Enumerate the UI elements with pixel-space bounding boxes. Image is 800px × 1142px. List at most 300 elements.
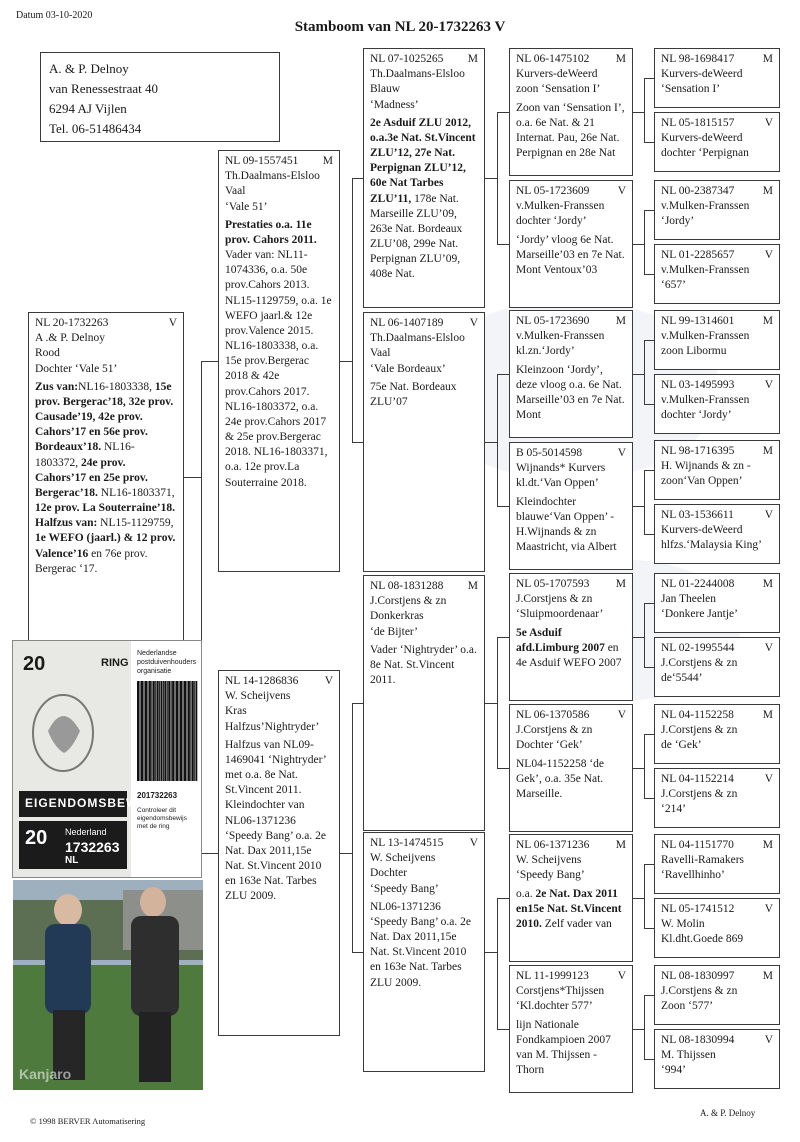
barcode-bar: [140, 681, 141, 781]
owner-line: 6294 AJ Vijlen: [49, 101, 127, 117]
box-header: [661, 577, 773, 592]
owner-line: A. & P. Delnoy: [49, 61, 129, 76]
sex-marker: M: [467, 580, 478, 592]
connector-line: [644, 734, 645, 798]
ring-certificate: [12, 640, 202, 878]
achievement-text: NL16-1803338,: [78, 380, 155, 393]
achievement-bold: 1e WEFO (jaarl.) & 12 prov. Valence’16: [35, 532, 176, 560]
pigeon-detail: ‘657’: [661, 279, 686, 292]
pigeon-detail: Blauw: [370, 83, 401, 96]
barcode-bar: [177, 681, 178, 781]
connector-line: [485, 703, 497, 704]
connector-line: [644, 928, 654, 929]
pedigree-box-gggp-15: [654, 1029, 780, 1089]
box-header: [661, 508, 773, 523]
pigeon-detail: v.Mulken-Franssen: [661, 394, 750, 407]
sex-marker: M: [467, 53, 478, 65]
connector-line: [644, 78, 645, 142]
achievements-text: [370, 380, 478, 410]
barcode-bar: [144, 681, 145, 781]
pigeon-detail: ‘Kl.dochter 577’: [516, 1000, 593, 1013]
ring-number: NL 08-1830994: [661, 1034, 735, 1046]
pigeon-detail: ‘Jordy’: [661, 215, 695, 228]
sex-marker: M: [762, 53, 773, 65]
pigeon-detail: Kurvers-deWeerd: [661, 524, 743, 537]
box-header: [661, 444, 773, 459]
achievement-bold: 12e prov. La Souterraine’18.: [35, 502, 176, 515]
ring-number: NL 98-1716395: [661, 445, 735, 457]
connector-line: [633, 768, 644, 769]
sex-marker: M: [762, 970, 773, 982]
barcode-bar: [151, 681, 152, 781]
pedigree-box-ggp3: [509, 310, 633, 438]
pedigree-box-mother: [218, 670, 340, 1036]
person-body-icon: [45, 924, 91, 1014]
connector-line: [633, 244, 644, 245]
achievements-text: [516, 757, 626, 803]
connector-line: [497, 637, 498, 768]
connector-line: [644, 798, 654, 799]
connector-line: [644, 340, 654, 341]
footer-owner: A. & P. Delnoy: [700, 1108, 756, 1118]
pigeon-detail: Halfzus’Nightryder’: [225, 720, 320, 733]
pigeon-detail: ‘Vale 51’: [225, 200, 268, 213]
box-header: [370, 836, 478, 851]
pigeon-detail: M. Thijssen: [661, 1049, 716, 1062]
ring-number: B 05-5014598: [516, 447, 583, 459]
achievement-text: NL04-1152258 ‘de Gek’, o.a. 35e Nat. Marseille.: [516, 757, 605, 800]
connector-line: [352, 178, 363, 179]
ring-organisation: [137, 649, 197, 676]
barcode-bar: [142, 681, 143, 781]
connector-line: [352, 178, 353, 442]
pedigree-box-gggp-3: [654, 244, 780, 304]
pedigree-box-gggp-10: [654, 704, 780, 764]
achievement-bold: 24e prov. Cahors’17 en 25e prov. Bergerac’18.: [35, 456, 148, 499]
ring-brand-text: EIGENDOMSBEWIJS: [25, 796, 160, 810]
ring-prefix: NL: [65, 855, 79, 866]
achievements-text: [516, 495, 626, 556]
barcode-bar: [190, 681, 191, 781]
photo-graphic: [13, 880, 203, 1090]
box-header: [516, 708, 626, 723]
connector-line: [201, 361, 218, 362]
pigeon-detail: W. Scheijvens: [225, 690, 291, 703]
pigeon-detail: Vaal: [370, 347, 391, 360]
pedigree-box-father: [218, 150, 340, 572]
sex-marker: V: [764, 642, 773, 654]
connector-line: [644, 340, 645, 404]
barcode-bar: [147, 681, 148, 781]
pigeon-detail: J.Corstjens & zn: [661, 788, 738, 801]
pigeon-detail: Kras: [225, 705, 247, 718]
pigeon-detail: Donkerkras: [370, 610, 424, 623]
pigeon-detail: dochter ‘Jordy’: [661, 409, 732, 422]
ring-number: NL 08-1830997: [661, 970, 735, 982]
barcode-bar: [162, 681, 163, 781]
photo-watermark: Kanjaro: [19, 1066, 72, 1082]
achievement-bold: 15e prov. Bergerac’18, 32e prov. Causade’19, 42e prov. Cahors’17 en 56e prov. Bordeaux’18.: [35, 380, 174, 454]
connector-line: [644, 210, 654, 211]
pigeon-detail: Jan Theelen: [661, 593, 717, 606]
sex-marker: M: [762, 709, 773, 721]
owner-line: Tel. 06-51486434: [49, 121, 142, 137]
ring-number: NL 01-2285657: [661, 249, 735, 261]
achievement-text: NL15-1129759,: [97, 517, 174, 530]
sex-marker: M: [615, 839, 626, 851]
box-header: [661, 1033, 773, 1048]
pigeon-detail: ‘Speedy Bang’: [516, 869, 585, 882]
connector-line: [497, 112, 498, 244]
person-body-icon: [131, 916, 179, 1016]
sex-marker: V: [764, 1034, 773, 1046]
connector-line: [644, 864, 654, 865]
ring-number: NL 01-2244008: [661, 578, 735, 590]
connector-line: [633, 506, 644, 507]
pigeon-detail: v.Mulken-Franssen: [661, 330, 750, 343]
sex-marker: M: [762, 185, 773, 197]
pedigree-box-gggp-11: [654, 768, 780, 828]
pedigree-box-gggp-6: [654, 440, 780, 500]
connector-line: [352, 442, 363, 443]
pigeon-detail: Dochter ‘Vale 51’: [35, 362, 118, 375]
pigeon-detail: Dochter: [370, 867, 408, 880]
ring-number: NL 06-1370586: [516, 709, 590, 721]
sex-marker: M: [762, 839, 773, 851]
ring-number: NL 05-1741512: [661, 903, 735, 915]
barcode-bar: [181, 681, 182, 781]
sex-marker: V: [168, 317, 177, 329]
barcode-bar: [138, 681, 139, 781]
achievement-text: en 76e prov. Bergerac ‘17.: [35, 547, 148, 575]
connector-line: [497, 898, 498, 1029]
box-header: [516, 314, 626, 329]
owner-line: van Renessestraat 40: [49, 81, 159, 97]
connector-line: [644, 210, 645, 274]
pigeon-detail: ‘214’: [661, 803, 686, 816]
footer-copyright: © 1998 BERVER Automatisering: [30, 1116, 146, 1126]
achievement-text: Zelf vader van: [541, 917, 612, 930]
connector-line: [340, 361, 352, 362]
achievement-text: Zoon van ‘Sensation I’, o.a. 6e Nat. & 21 Internat. Pau, 26e Nat. Perpignan en 28e Nat: [516, 101, 625, 160]
achievement-text: en 4e Asduif WEFO 2007: [516, 641, 622, 669]
connector-line: [644, 274, 654, 275]
pigeon-detail: Th.Daalmans-Elsloo: [370, 332, 465, 345]
ring-number: NL 02-1995544: [661, 642, 735, 654]
pedigree-box-gp2: [363, 312, 485, 572]
pedigree-box-ggp7: [509, 834, 633, 962]
connector-line: [497, 244, 509, 245]
person-head-icon: [54, 894, 82, 926]
ring-org-line: Nederlandse: [137, 650, 177, 657]
owners-photo: [13, 880, 203, 1090]
pigeon-detail: J.Corstjens & zn: [661, 657, 738, 670]
pedigree-box-gggp-0: [654, 48, 780, 108]
box-header: [661, 641, 773, 656]
pigeon-detail: J.Corstjens & zn: [661, 724, 738, 737]
ring-number: NL 20-1732263: [35, 317, 109, 329]
pedigree-box-gp1: [363, 48, 485, 308]
pigeon-detail: ‘Speedy Bang’: [370, 882, 439, 895]
ring-number: NL 06-1475102: [516, 53, 590, 65]
connector-line: [352, 703, 363, 704]
box-header: [661, 248, 773, 263]
pigeon-detail: H. Wijnands & zn -: [661, 460, 751, 473]
barcode-bar: [185, 681, 186, 781]
box-header: [661, 184, 773, 199]
achievements-text: [225, 218, 333, 491]
sex-marker: V: [764, 509, 773, 521]
achievement-text: Kleinzoon ‘Jordy’, deze vloog o.a. 6e Nat. Marseille’03 en 7e Nat. Mont: [516, 363, 625, 422]
barcode-bar: [186, 681, 187, 781]
box-header: [661, 52, 773, 67]
connector-line: [352, 703, 353, 952]
box-header: [370, 316, 478, 331]
pigeon-detail: zoon‘Van Oppen’: [661, 475, 743, 488]
pigeon-detail: Kurvers-deWeerd: [661, 132, 743, 145]
ring-word-text: RING: [101, 657, 129, 669]
achievement-bold: Zus van:: [35, 380, 79, 393]
barcode-bar: [175, 681, 176, 781]
pigeon-detail: zoon Libormu: [661, 345, 727, 358]
barcode-bar: [170, 681, 171, 781]
barcode-bar: [179, 681, 180, 781]
pigeon-detail: Kurvers-deWeerd: [516, 68, 598, 81]
ring-number: NL 99-1314601: [661, 315, 735, 327]
pigeon-detail: Rood: [35, 347, 60, 360]
box-header: [516, 184, 626, 199]
box-header: [661, 314, 773, 329]
connector-line: [633, 374, 644, 375]
achievement-text: lijn Nationale Fondkampioen 2007 van M. Thijssen - Thorn: [516, 1018, 611, 1077]
sex-marker: V: [617, 447, 626, 459]
achievement-bold: Prestaties o.a. 11e prov. Cahors 2011.: [225, 218, 317, 246]
owner-box: [40, 52, 280, 142]
person-head-icon: [140, 887, 166, 917]
achievements-text: [225, 738, 333, 905]
barcode-bar: [146, 681, 147, 781]
sex-marker: V: [617, 709, 626, 721]
achievement-bold: 5e Asduif afd.Limburg 2007: [516, 626, 605, 654]
pigeon-detail: Dochter ‘Gek’: [516, 739, 583, 752]
connector-line: [485, 178, 497, 179]
achievement-text: NL16-1803372,: [35, 441, 135, 469]
barcode-bar: [194, 681, 195, 781]
achievements-text: [370, 900, 478, 991]
sex-marker: V: [617, 970, 626, 982]
ring-number: NL 09-1557451: [225, 155, 299, 167]
barcode-bar: [193, 681, 194, 781]
pigeon-detail: Kl.dht.Goede 869: [661, 933, 744, 946]
pigeon-detail: Zoon ‘577’: [661, 1000, 714, 1013]
pigeon-detail: W. Molin: [661, 918, 705, 931]
pedigree-box-gggp-12: [654, 834, 780, 894]
ring-country: Nederland: [65, 827, 107, 837]
ring-barcode-number: 201732263: [137, 791, 178, 800]
pigeon-detail: J.Corstjens & zn: [516, 593, 593, 606]
pigeon-detail: dochter ‘Perpignan: [661, 147, 749, 160]
pigeon-detail: ‘Vale Bordeaux’: [370, 362, 446, 375]
connector-line: [633, 898, 644, 899]
connector-line: [485, 442, 497, 443]
box-header: [35, 316, 177, 331]
box-header: [516, 838, 626, 853]
sex-marker: M: [322, 155, 333, 167]
sex-marker: M: [615, 315, 626, 327]
connector-line: [644, 603, 645, 667]
barcode-bar: [159, 681, 160, 781]
connector-line: [644, 470, 645, 534]
pedigree-box-gp4: [363, 832, 485, 1072]
sex-marker: M: [615, 578, 626, 590]
pedigree-box-ggp5: [509, 573, 633, 701]
pigeon-detail: W. Scheijvens: [370, 852, 436, 865]
pigeon-detail: Th.Daalmans-Elsloo: [225, 170, 320, 183]
pedigree-box-gggp-14: [654, 965, 780, 1025]
pigeon-detail: v.Mulken-Franssen: [661, 200, 750, 213]
pedigree-box-gggp-9: [654, 637, 780, 697]
box-header: [661, 708, 773, 723]
achievement-text: 178e Nat. Marseille ZLU’09, 263e Nat. Bordeaux ZLU’08, 299e Nat. Perpignan ZLU’09, 408e Nat.: [370, 192, 463, 281]
sex-marker: V: [469, 837, 478, 849]
date-label: Datum 03-10-2020: [16, 10, 93, 21]
pigeon-detail: Wijnands* Kurvers: [516, 462, 606, 475]
connector-line: [633, 112, 644, 113]
sex-marker: V: [469, 317, 478, 329]
pedigree-box-ggp1: [509, 48, 633, 176]
pigeon-detail: Kurvers-deWeerd: [661, 68, 743, 81]
pedigree-box-gggp-2: [654, 180, 780, 240]
box-header: [225, 674, 333, 689]
ring-number: NL 14-1286836: [225, 675, 299, 687]
achievement-bold: 2e Asduif ZLU 2012, o.a.3e Nat. St.Vincent ZLU’12, 27e Nat. Perpignan ZLU’12, 60e Nat Tarbes ZLU’11,: [370, 116, 476, 205]
connector-line: [497, 112, 509, 113]
achievement-text: Vader ‘Nightryder’ o.a. 8e Nat. St.Vincent 2011.: [370, 643, 477, 687]
box-header: [661, 116, 773, 131]
ring-number: NL 13-1474515: [370, 837, 444, 849]
pedigree-box-gggp-1: [654, 112, 780, 172]
achievement-text: Vader van: NL11-1074336, o.a. 50e prov.Cahors 2013. NL15-1129759, o.a. 1e WEFO jaarl.& 12e prov.Valence 2015. NL16-1803338, o.a. 15e prov.Bergerac 2018 & 42e prov.Cahors 2017. NL16-1803372, o.a. 24e prov.Cahors 2017 & 25e prov.Bergerac 2018. NL16-1803371, o.a. 12e prov.La Souterraine 2018.: [225, 249, 332, 489]
pedigree-box-ggp8: [509, 965, 633, 1093]
pigeon-detail: J.Corstjens & zn: [516, 724, 593, 737]
ring-number: NL 00-2387347: [661, 185, 735, 197]
pedigree-box-gp3: [363, 575, 485, 831]
ring-year-top: 20: [23, 653, 46, 675]
ring-year-bottom: 20: [25, 827, 48, 849]
connector-line: [644, 78, 654, 79]
sex-marker: V: [617, 185, 626, 197]
ring-org-line: postduivenhouders: [137, 659, 197, 667]
sex-marker: V: [764, 379, 773, 391]
ring-number: NL 04-1151770: [661, 839, 734, 851]
ring-note: Controleer dit eigendomsbewijs met de ring: [137, 807, 187, 831]
pigeon-detail: v.Mulken-Franssen: [661, 264, 750, 277]
connector-line: [644, 734, 654, 735]
box-header: [661, 969, 773, 984]
box-header: [516, 52, 626, 67]
barcode-bar: [154, 681, 155, 781]
ring-number: NL 04-1152214: [661, 773, 734, 785]
pigeon-detail: ‘994’: [661, 1064, 686, 1077]
achievements-text: [35, 380, 177, 577]
page-title: Stamboom van NL 20-1732263 V: [294, 19, 506, 35]
achievements-text: [516, 233, 626, 279]
pigeon-detail: v.Mulken-Franssen: [516, 330, 605, 343]
achievements-text: [516, 101, 626, 162]
barcode-bar: [196, 681, 198, 781]
sex-marker: V: [324, 675, 333, 687]
achievement-bold: 2e Nat. Dax 2011 en15e Nat. St.Vincent 2010.: [516, 887, 622, 930]
barcode-bar: [150, 681, 151, 781]
connector-line: [497, 898, 509, 899]
achievement-text: NL16-1803371,: [97, 486, 175, 499]
box-header: [661, 772, 773, 787]
pigeon-detail: ‘Madness’: [370, 98, 419, 111]
connector-line: [644, 995, 654, 996]
ring-number: NL 08-1831288: [370, 580, 444, 592]
ring-number: NL 04-1152258: [661, 709, 734, 721]
connector-line: [633, 637, 644, 638]
barcode-bar: [163, 681, 164, 781]
sex-marker: V: [764, 773, 773, 785]
box-header: [661, 378, 773, 393]
connector-line: [644, 667, 654, 668]
pigeon-detail: Corstjens*Thijssen: [516, 985, 605, 998]
ring-number: NL 03-1536611: [661, 509, 734, 521]
sex-marker: M: [762, 578, 773, 590]
ring-number: NL 06-1371236: [516, 839, 590, 851]
ring-number: NL 03-1495993: [661, 379, 735, 391]
achievements-text: [516, 887, 626, 933]
pedigree-box-gggp-7: [654, 504, 780, 564]
pigeon-detail: ‘de Bijter’: [370, 625, 419, 638]
pedigree-box-subject: [28, 312, 184, 642]
box-header: [516, 577, 626, 592]
connector-line: [644, 603, 654, 604]
ring-number: NL 98-1698417: [661, 53, 735, 65]
barcode-bar: [166, 681, 167, 781]
box-header: [516, 969, 626, 984]
connector-line: [497, 637, 509, 638]
connector-line: [497, 374, 509, 375]
connector-line: [644, 995, 645, 1059]
barcode-bar: [183, 681, 184, 781]
pigeon-detail: ‘Donkere Jantje’: [661, 608, 738, 621]
achievements-text: [516, 1018, 626, 1079]
barcode-bar: [171, 681, 172, 781]
connector-line: [340, 853, 352, 854]
connector-line: [201, 853, 218, 854]
ring-number: NL 07-1025265: [370, 53, 444, 65]
pigeon-detail: v.Mulken-Franssen: [516, 200, 605, 213]
pedigree-box-ggp2: [509, 180, 633, 308]
connector-line: [497, 506, 509, 507]
ring-number: NL 05-1723690: [516, 315, 590, 327]
pigeon-detail: kl.dt.‘Van Oppen’: [516, 477, 599, 490]
pedigree-box-gggp-4: [654, 310, 780, 370]
achievement-text: o.a.: [516, 887, 536, 900]
pedigree-box-gggp-13: [654, 898, 780, 958]
connector-line: [184, 477, 201, 478]
connector-line: [633, 1029, 644, 1030]
achievements-text: [516, 626, 626, 672]
connector-line: [352, 952, 363, 953]
pigeon-detail: Th.Daalmans-Elsloo: [370, 68, 465, 81]
connector-line: [644, 1059, 654, 1060]
connector-line: [644, 142, 654, 143]
ring-org-line: organisatie: [137, 668, 172, 676]
ring-number: 1732263: [65, 839, 120, 855]
